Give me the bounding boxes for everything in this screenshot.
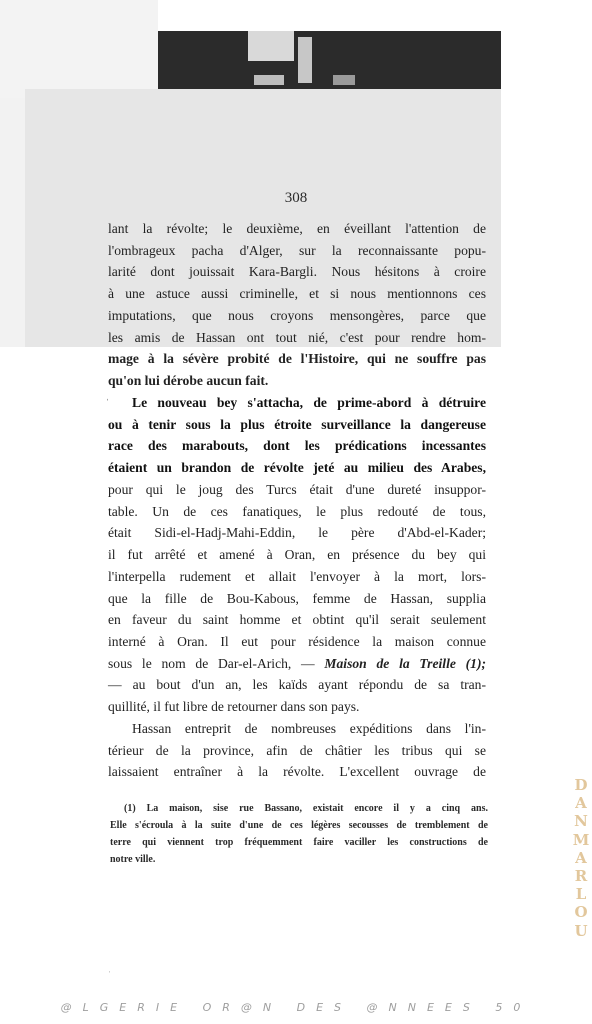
- text-line: race des marabouts, dont les prédications incessantes: [108, 438, 486, 454]
- text-line: quillité, il fut libre de retourner dans son pays.: [108, 699, 360, 715]
- text-line: l'interpella rudement et allait l'envoyer à la mort, lors-: [108, 568, 486, 584]
- text-line: était Sidi-el-Hadj-Mahi-Eddin, le père d'Abd-el-Kader;: [108, 525, 486, 541]
- footnote-line: (1) La maison, sise rue Bassano, existait encore il y a cinq ans.: [124, 803, 488, 814]
- paragraph-3: [108, 479, 486, 718]
- text-line: qu'on lui dérobe aucun fait.: [108, 372, 269, 388]
- paragraph-2: [108, 392, 486, 479]
- text-line: laissaient entraîner à la révolte. L'excellent ouvrage de: [108, 764, 486, 780]
- scan-artifact: [333, 75, 355, 85]
- text-line: lant la révolte; le deuxième, en éveillant l'attention de: [108, 221, 486, 236]
- text-line: il fut arrêté et amené à Oran, en présence du bey qui: [108, 547, 486, 563]
- watermark-letter: D: [574, 776, 588, 794]
- watermark-letter: A: [575, 848, 587, 867]
- italic-house-name: Maison de la Treille (1);: [324, 655, 487, 671]
- page-number: 308: [284, 190, 308, 206]
- text-line: imputations, que nous croyons mensongères, parce que: [108, 307, 486, 323]
- footnote-line: terre qui viennent trop fréquemment faire vaciller les constructions de: [110, 837, 488, 848]
- scan-white-patch: [0, 0, 158, 98]
- text-line: à une astuce aussi criminelle, et si nous mentionnons ces: [108, 286, 486, 302]
- paragraph-4: [108, 718, 486, 783]
- text-line: — au bout d'un an, les kaïds ayant répondu de sa tran-: [108, 677, 486, 693]
- footnote: [110, 800, 488, 868]
- scan-artifact: [298, 37, 312, 83]
- text-line: interné à Oran. Il eut pour résidence la maison connue: [108, 633, 486, 649]
- margin-mark: ˈ: [106, 398, 110, 409]
- text-line: pour qui le joug des Turcs était d'une dureté insuppor-: [108, 482, 486, 497]
- text-line: Le nouveau bey s'attacha, de prime-abord à détruire: [132, 395, 486, 410]
- scan-artifact: [248, 31, 294, 61]
- margin-tick: ˈ: [108, 970, 111, 979]
- scan-dark-band: [158, 31, 501, 89]
- text-line: mage à la sévère probité de l'Histoire, qui ne souffre pas: [108, 351, 486, 367]
- watermark-letter: N: [574, 812, 588, 831]
- watermark-letter: R: [574, 867, 588, 886]
- watermark-letter: U: [574, 921, 588, 940]
- text-line-maison: [108, 653, 486, 675]
- text-line: l'ombrageux pacha d'Alger, sur la reconnaissante popu-: [108, 242, 486, 258]
- text-line: table. Un de ces fanatiques, le plus redouté de tous,: [108, 503, 486, 519]
- text-line: que la fille de Bou-Kabous, femme de Hassan, supplia: [108, 590, 486, 606]
- bottom-watermark-label: @LGERIE OR@N DES @NNEES 50: [60, 1001, 532, 1014]
- watermark-letter: L: [575, 885, 587, 904]
- scan-edge-shade: [0, 98, 25, 347]
- scan-artifact: [254, 75, 284, 85]
- text-line: Hassan entreprit de nombreuses expéditions dans l'in-: [132, 721, 486, 736]
- text-line: ou à tenir sous la plus étroite surveillance la dangereuse: [108, 416, 486, 432]
- paragraph-1: [108, 218, 486, 392]
- text-segment: sous le nom de Dar-el-Arich, —: [108, 655, 315, 671]
- text-line: étaient un brandon de révolte jeté au milieu des Arabes,: [108, 460, 486, 476]
- watermark-letter: O: [574, 903, 588, 922]
- text-line: en faveur du saint homme et obtint qu'il serait seulement: [108, 612, 486, 628]
- text-line: larité dont jouissait Kara-Bargli. Nous hésitons à croire: [108, 264, 486, 280]
- watermark-letter: M: [572, 830, 590, 849]
- watermark-letter: A: [575, 794, 587, 813]
- footnote-line: notre ville.: [110, 854, 156, 865]
- text-line: les amis de Hassan ont tout nié, c'est pour rendre hom-: [108, 329, 486, 345]
- footnote-line: Elle s'écroula à la suite d'une de ces légères secousses de tremblement de: [110, 820, 488, 831]
- text-line: térieur de la province, afin de châtier les tribus qui se: [108, 742, 486, 758]
- vertical-watermark: [572, 776, 590, 940]
